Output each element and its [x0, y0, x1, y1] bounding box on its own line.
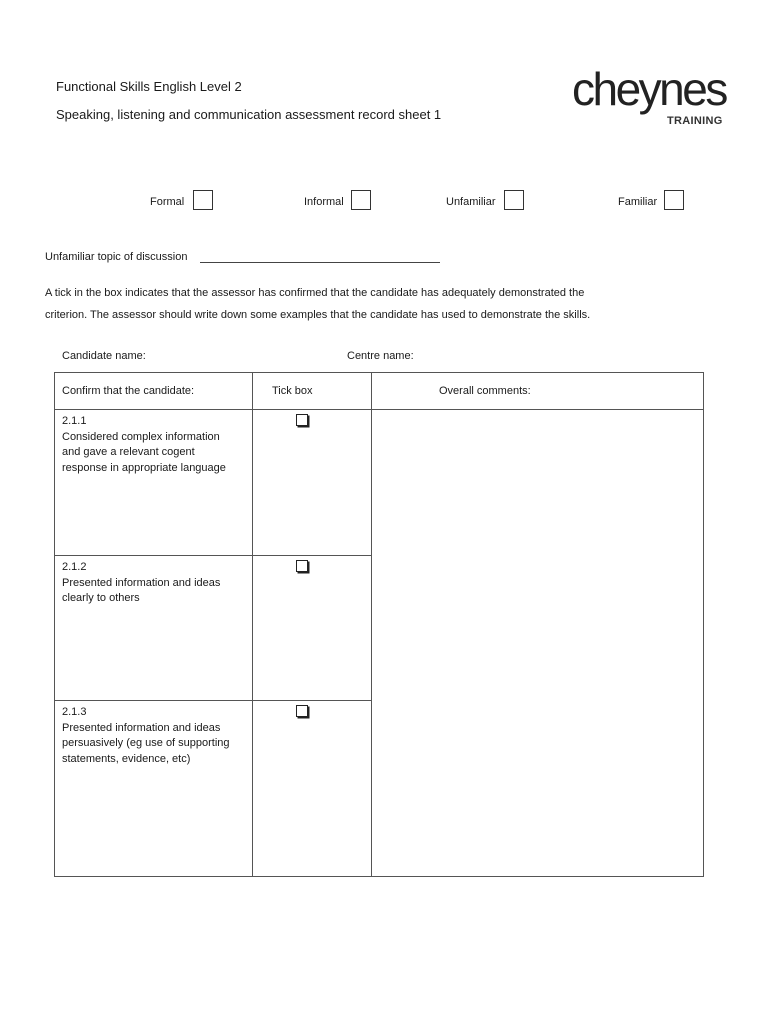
topic-label: Unfamiliar topic of discussion — [45, 251, 188, 263]
tick-checkbox-2-1-1[interactable] — [296, 414, 308, 426]
formal-checkbox[interactable] — [193, 190, 213, 210]
tick-cell — [253, 556, 372, 701]
familiar-label: Familiar — [618, 196, 658, 208]
criterion-text: response in appropriate language — [62, 461, 226, 474]
criterion-2-1-3 — [55, 701, 253, 877]
criterion-2-1-2 — [55, 556, 253, 701]
tick-cell — [253, 701, 372, 877]
informal-label: Informal — [304, 196, 344, 208]
instructions-line-1: A tick in the box indicates that the assessor has confirmed that the candidate has adequately demonstrated the — [45, 287, 585, 299]
overall-comments-area[interactable] — [372, 410, 704, 877]
unfamiliar-checkbox[interactable] — [504, 190, 524, 210]
form-subtitle: Speaking, listening and communication assessment record sheet 1 — [56, 107, 442, 122]
table-row — [55, 410, 704, 556]
criterion-2-1-1 — [55, 410, 253, 556]
criterion-text: Considered complex information — [62, 430, 220, 443]
criterion-code: 2.1.3 — [62, 706, 87, 718]
formal-label: Formal — [150, 196, 185, 208]
topic-input-line[interactable] — [200, 262, 440, 263]
header-comments: Overall comments: — [372, 373, 704, 410]
form-title: Functional Skills English Level 2 — [56, 79, 242, 94]
informal-checkbox[interactable] — [351, 190, 371, 210]
header-confirm: Confirm that the candidate: — [55, 373, 253, 410]
criterion-text: Presented information and ideas — [62, 576, 221, 589]
header-tick-box: Tick box — [253, 373, 372, 410]
criterion-text: persuasively (eg use of supporting — [62, 737, 230, 749]
instructions-line-2: criterion. The assessor should write down some examples that the candidate has used to demonstrate the skills. — [45, 309, 591, 321]
tick-cell — [253, 410, 372, 556]
logo-training: TRAINING — [667, 115, 723, 127]
criterion-text: statements, evidence, etc) — [62, 752, 191, 765]
criterion-text: and gave a relevant cogent — [62, 446, 195, 458]
candidate-name-label: Candidate name: — [62, 350, 146, 362]
criterion-text: clearly to others — [62, 592, 140, 604]
tick-checkbox-2-1-3[interactable] — [296, 705, 308, 717]
criterion-code: 2.1.2 — [62, 561, 87, 573]
criterion-text: Presented information and ideas — [62, 721, 221, 734]
table-header-row — [55, 373, 704, 410]
logo-wordmark: cheynes — [572, 63, 726, 115]
tick-checkbox-2-1-2[interactable] — [296, 560, 308, 572]
assessment-table — [54, 372, 704, 877]
familiar-checkbox[interactable] — [664, 190, 684, 210]
criterion-code: 2.1.1 — [62, 415, 87, 427]
centre-name-label: Centre name: — [347, 350, 414, 362]
unfamiliar-label: Unfamiliar — [446, 196, 496, 208]
